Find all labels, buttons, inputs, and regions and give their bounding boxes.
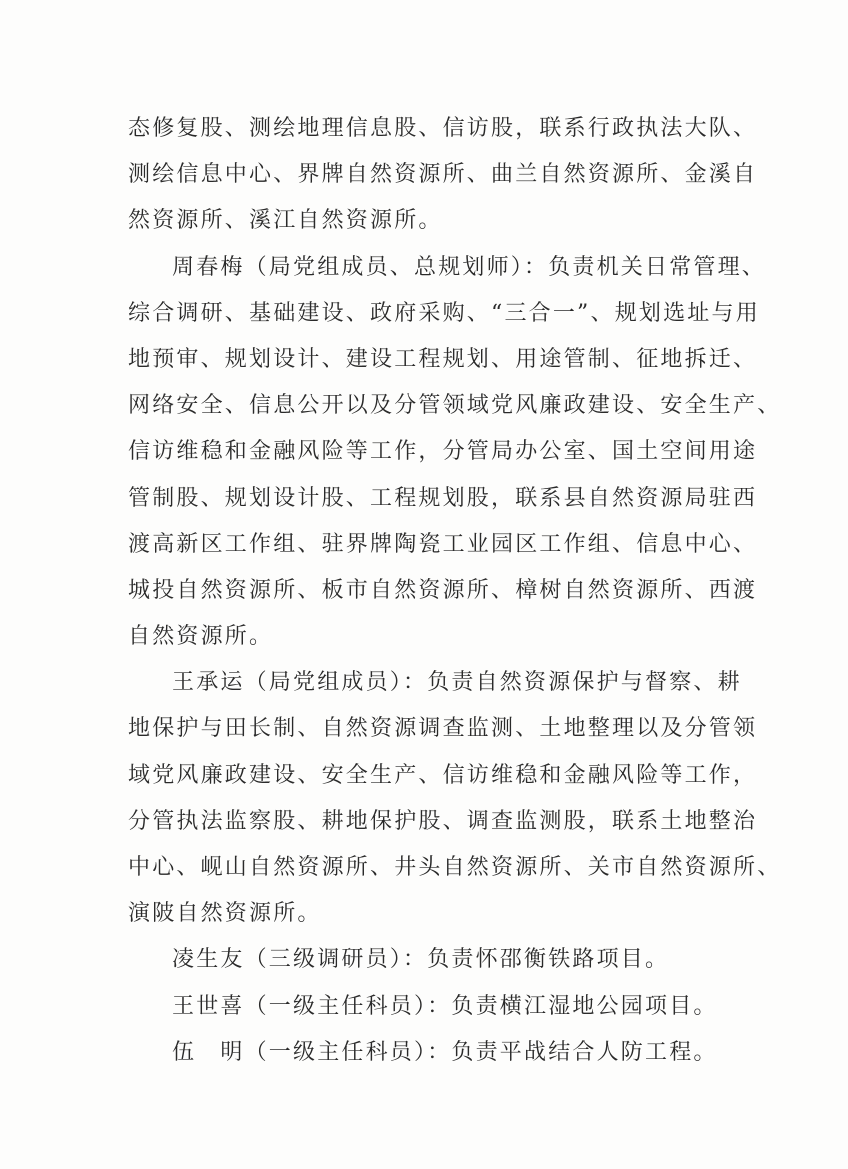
text-line: 综合调研、基础建设、政府采购、“三合一”、规划选址与用 [128,300,760,326]
text-line: 管制股、规划设计股、工程规划股，联系县自然资源局驻西 [128,485,758,511]
text-line: 地保护与田长制、自然资源调查监测、土地整理以及分管领 [128,716,758,742]
text-line: 信访维稳和金融风险等工作，分管局办公室、国土空间用途 [128,439,758,465]
paragraph-wu-ming: 伍 明（一级主任科员）：负责平战结合人防工程。 [172,1039,718,1065]
text-line: 演陂自然资源所。 [128,901,322,927]
text-line: 然资源所、溪江自然资源所。 [128,208,443,234]
text-line: 分管执法监察股、耕地保护股、调查监测股，联系土地整治 [128,808,758,834]
document-body [128,106,782,1076]
text-line: 自然资源所。 [128,624,274,650]
text-line: 态修复股、测绘地理信息股、信访股，联系行政执法大队、 [128,116,758,141]
paragraph-start-zhou-chunmei: 周春梅（局党组成员、总规划师）：负责机关日常管理、 [172,254,767,280]
paragraph-wang-shixi: 王世喜（一级主任科员）：负责横江湿地公园项目。 [172,993,718,1019]
text-line: 城投自然资源所、板市自然资源所、樟树自然资源所、西渡 [128,577,758,603]
text-line: 地预审、规划设计、建设工程规划、用途管制、征地拆迁、 [128,346,758,372]
text-line: 网络安全、信息公开以及分管领域党风廉政建设、安全生产、 [128,393,782,419]
paragraph-start-wang-chengyun: 王承运（局党组成员）：负责自然资源保护与督察、耕 [172,670,742,696]
paragraph-ling-shengyou: 凌生友（三级调研员）：负责怀邵衡铁路项目。 [172,947,670,973]
text-line: 测绘信息中心、界牌自然资源所、曲兰自然资源所、金溪自 [128,162,758,188]
text-line: 中心、岘山自然资源所、井头自然资源所、关市自然资源所、 [128,855,782,880]
text-line: 域党风廉政建设、安全生产、信访维稳和金融风险等工作， [128,762,758,788]
text-line: 渡高新区工作组、驻界牌陶瓷工业园区工作组、信息中心、 [128,531,758,557]
